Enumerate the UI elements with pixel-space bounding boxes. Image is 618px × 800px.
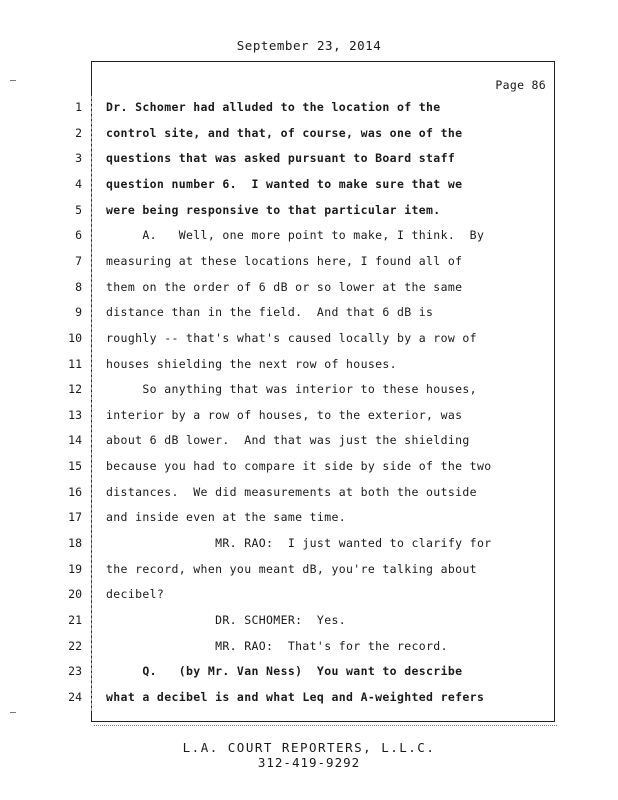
line-text: A. Well, one more point to make, I think. By [106, 228, 485, 242]
footer-company: L.A. COURT REPORTERS, L.L.C. [182, 740, 436, 755]
line-text: measuring at these locations here, I found all of [106, 254, 463, 268]
line-text: about 6 dB lower. And that was just the shielding [106, 433, 470, 447]
line-number: 20 [68, 587, 82, 601]
frame-shadow [94, 722, 557, 726]
line-text: and inside even at the same time. [106, 510, 347, 524]
page-number: Page 86 [495, 78, 546, 92]
line-number: 18 [68, 536, 82, 550]
line-number: 3 [75, 151, 82, 165]
line-text: distances. We did measurements at both the outside [106, 485, 477, 499]
line-text: roughly -- that's what's caused locally by a row of [106, 331, 477, 345]
line-number: 17 [68, 510, 82, 524]
scan-speck [10, 80, 16, 81]
line-text: MR. RAO: That's for the record. [106, 639, 448, 653]
line-number: 8 [75, 280, 82, 294]
line-text: the record, when you meant dB, you're talking about [106, 562, 477, 576]
line-number: 15 [68, 459, 82, 473]
line-text: Dr. Schomer had alluded to the location of the [106, 100, 441, 114]
line-number: 21 [68, 613, 82, 627]
transcript-date: September 23, 2014 [236, 38, 382, 53]
line-number: 14 [68, 433, 82, 447]
line-number: 16 [68, 485, 82, 499]
line-number: 2 [75, 126, 82, 140]
line-text: interior by a row of houses, to the exterior, was [106, 408, 463, 422]
margin-divider [91, 96, 92, 711]
line-text: DR. SCHOMER: Yes. [106, 613, 347, 627]
line-text: question number 6. I wanted to make sure that we [106, 177, 463, 191]
line-number: 7 [75, 254, 82, 268]
scan-speck [10, 712, 16, 713]
line-text: houses shielding the next row of houses. [106, 357, 397, 371]
line-text: decibel? [106, 587, 165, 601]
line-text: MR. RAO: I just wanted to clarify for [106, 536, 492, 550]
line-number: 1 [75, 100, 82, 114]
line-number: 23 [68, 664, 82, 678]
line-number: 11 [68, 357, 82, 371]
line-text: Q. (by Mr. Van Ness) You want to describe [106, 664, 463, 678]
line-number: 13 [68, 408, 82, 422]
line-number: 22 [68, 639, 82, 653]
line-number: 10 [68, 331, 82, 345]
line-number: 12 [68, 382, 82, 396]
line-number: 24 [68, 690, 82, 704]
line-text: them on the order of 6 dB or so lower at the same [106, 280, 463, 294]
line-number: 19 [68, 562, 82, 576]
footer-phone: 312-419-9292 [257, 755, 361, 770]
line-text: what a decibel is and what Leq and A-weighted refers [106, 690, 485, 704]
line-text: distance than in the field. And that 6 dB is [106, 305, 434, 319]
line-text: were being responsive to that particular item. [106, 203, 441, 217]
line-number: 6 [75, 228, 82, 242]
line-text: control site, and that, of course, was one of the [106, 126, 463, 140]
line-text: questions that was asked pursuant to Board staff [106, 151, 456, 165]
line-number: 5 [75, 203, 82, 217]
line-text: So anything that was interior to these houses, [106, 382, 477, 396]
line-number: 9 [75, 305, 82, 319]
line-text: because you had to compare it side by side of the two [106, 459, 492, 473]
line-number: 4 [75, 177, 82, 191]
